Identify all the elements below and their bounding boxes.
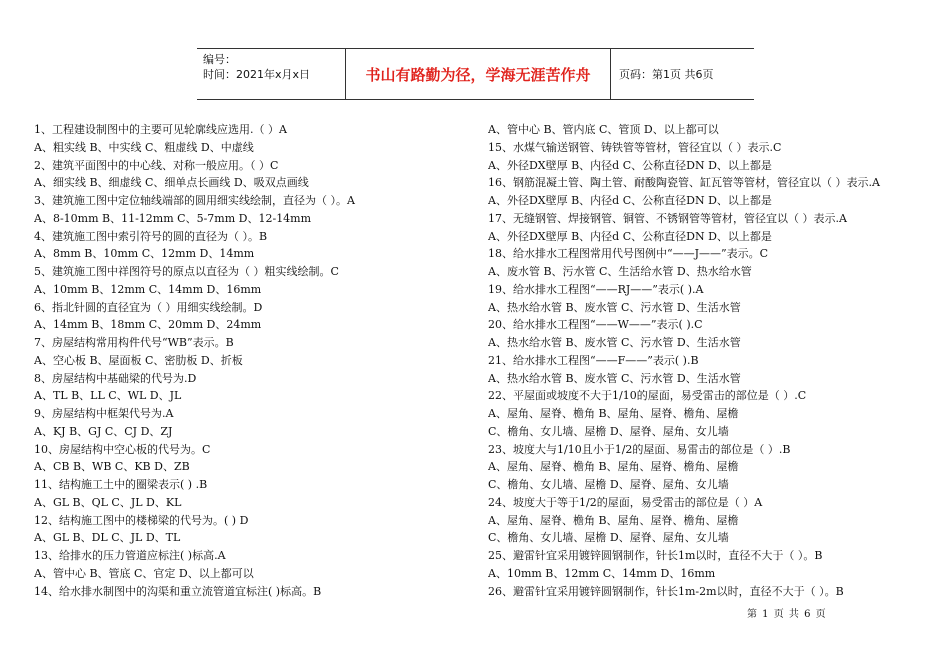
text-line: 24、坡度大于等于1/2的屋面，易受雷击的部位是（ ）A	[488, 495, 763, 509]
text-line: 2、建筑平面图中的中心线、对称一般应用。（ ）C	[34, 158, 279, 172]
text-line: A、10mm B、12mm C、14mm D、16mm	[488, 566, 716, 580]
text-line: C、檐角、女儿墙、屋檐 D、屋脊、屋角、女儿墙	[488, 531, 729, 545]
text-line: 3、建筑施工图中定位轴线端部的圆用细实线绘制，直径为（ ）。A	[34, 194, 355, 207]
text-line: A、热水给水管 B、废水管 C、污水管 D、生活水管	[488, 336, 741, 349]
text-line: A、管中心 B、管底 C、官定 D、以上都可以	[34, 566, 254, 580]
text-line: A、粗实线 B、中实线 C、粗虚线 D、中虚线	[34, 140, 254, 154]
text-line: A、管中心 B、管内底 C、管顶 D、以上都可以	[488, 123, 719, 136]
text-line: A、CB B、WB C、KB D、ZB	[34, 460, 190, 474]
text-line: A、热水给水管 B、废水管 C、污水管 D、生活水管	[488, 371, 741, 385]
text-line: A、KJ B、GJ C、CJ D、ZJ	[34, 424, 173, 438]
text-line: 10、房屋结构中空心板的代号为。C	[34, 442, 211, 456]
text-line: 22、平屋面或坡度不大于1/10的屋面，易受雷击的部位是（ ）.C	[488, 389, 807, 403]
text-line: 1、工程建设制图中的主要可见轮廓线应选用.（ ）A	[34, 123, 287, 136]
number-label: 编号：	[203, 53, 236, 66]
text-line: 9、房屋结构中框架代号为.A	[34, 407, 174, 420]
header-info	[197, 49, 345, 99]
text-line: 17、无缝钢管、焊接钢管、铜管、不锈钢管等管材，管径宜以（ ）表示.A	[488, 211, 847, 225]
text-line: 18、给水排水工程图常用代号图例中“——J——”表示。C	[488, 247, 769, 261]
text-line: A、屋角、屋脊、檐角 B、屋角、屋脊、檐角、屋檐	[488, 460, 739, 474]
text-line: A、14mm B、18mm C、20mm D、24mm	[34, 318, 262, 332]
text-line: A、GL B、DL C、JL D、TL	[34, 531, 181, 545]
text-line: 19、给水排水工程图“——RJ——”表示( ).A	[488, 282, 704, 296]
header-motto: 书山有路勤为径，学海无涯苦作舟	[345, 49, 611, 99]
text-line: C、檐角、女儿墙、屋檐 D、屋脊、屋角、女儿墙	[488, 424, 729, 438]
text-line: A、TL B、LL C、WL D、JL	[34, 389, 182, 403]
text-line: A、外径DX壁厚 B、内径d C、公称直径DN D、以上都是	[488, 158, 772, 172]
text-line: 4、建筑施工图中索引符号的圆的直径为（ ）。B	[34, 229, 268, 243]
page-footer: 第 1 页 共 6 页	[747, 609, 827, 620]
text-line: A、8mm B、10mm C、12mm D、14mm	[34, 247, 255, 261]
text-line: A、外径DX壁厚 B、内径d C、公称直径DN D、以上都是	[488, 194, 772, 207]
text-line: 25、避雷针宜采用镀锌圆钢制作，针长1m以时，直径不大于（ ）。B	[488, 549, 823, 562]
text-line: 8、房屋结构中基础梁的代号为.D	[34, 371, 197, 385]
text-line: 23、坡度大与1/10且小于1/2的屋面、易雷击的部位是（ ）.B	[488, 442, 791, 456]
text-line: A、外径DX壁厚 B、内径d C、公称直径DN D、以上都是	[488, 229, 772, 243]
document-header	[197, 48, 754, 100]
text-line: 11、结构施工土中的圈梁表示( ) .B	[34, 478, 208, 491]
text-line: A、细实线 B、细虚线 C、细单点长画线 D、吸双点画线	[34, 176, 309, 190]
text-line: 16、钢筋混凝土管、陶土管、耐酸陶瓷管、缸瓦管等管材，管径宜以（ ）表示.A	[488, 176, 880, 190]
text-line: 14、给水排水制图中的沟渠和重立流管道宜标注( )标高。B	[34, 584, 322, 598]
text-line: 12、结构施工图中的楼梯梁的代号为。( ) D	[34, 513, 249, 527]
header-page-code: 页码：第1页 共6页	[619, 68, 714, 81]
text-line: 6、指北针圆的直径宜为（ ）用细实线绘制。D	[34, 300, 263, 314]
text-line: A、10mm B、12mm C、14mm D、16mm	[34, 282, 262, 296]
text-line: 5、建筑施工图中祥图符号的原点以直径为（ ）粗实线绘制。C	[34, 265, 339, 278]
text-line: A、屋角、屋脊、檐角 B、屋角、屋脊、檐角、屋檐	[488, 513, 739, 527]
text-line: 15、水煤气输送钢管、铸铁管等管材，管径宜以（ ）表示.C	[488, 140, 782, 154]
time-label: 时间：2021年x月x日	[203, 68, 311, 81]
text-line: 7、房屋结构常用构件代号“WB”表示。B	[34, 336, 234, 349]
text-line: 26、避雷针宜采用镀锌圆钢制作，针长1m-2m以时，直径不大于（ ）。B	[488, 584, 844, 598]
text-line: 13、给排水的压力管道应标注( )标高.A	[34, 549, 226, 562]
text-line: A、热水给水管 B、废水管 C、污水管 D、生活水管	[488, 300, 741, 314]
text-line: 20、给水排水工程图“——W——”表示( ).C	[488, 318, 703, 332]
text-line: C、檐角、女儿墙、屋檐 D、屋脊、屋角、女儿墙	[488, 478, 729, 491]
text-line: A、空心板 B、屋面板 C、密肋板 D、折板	[34, 353, 243, 367]
text-line: A、屋角、屋脊、檐角 B、屋角、屋脊、檐角、屋檐	[488, 407, 739, 420]
text-line: A、GL B、QL C、JL D、KL	[34, 495, 182, 509]
text-line: A、8-10mm B、11-12mm C、5-7mm D、12-14mm	[34, 211, 312, 225]
left-column	[34, 121, 474, 600]
text-line: 21、给水排水工程图“——F——”表示( ).B	[488, 353, 699, 367]
text-line: A、废水管 B、污水管 C、生活给水管 D、热水给水管	[488, 265, 752, 278]
right-column	[488, 121, 928, 600]
